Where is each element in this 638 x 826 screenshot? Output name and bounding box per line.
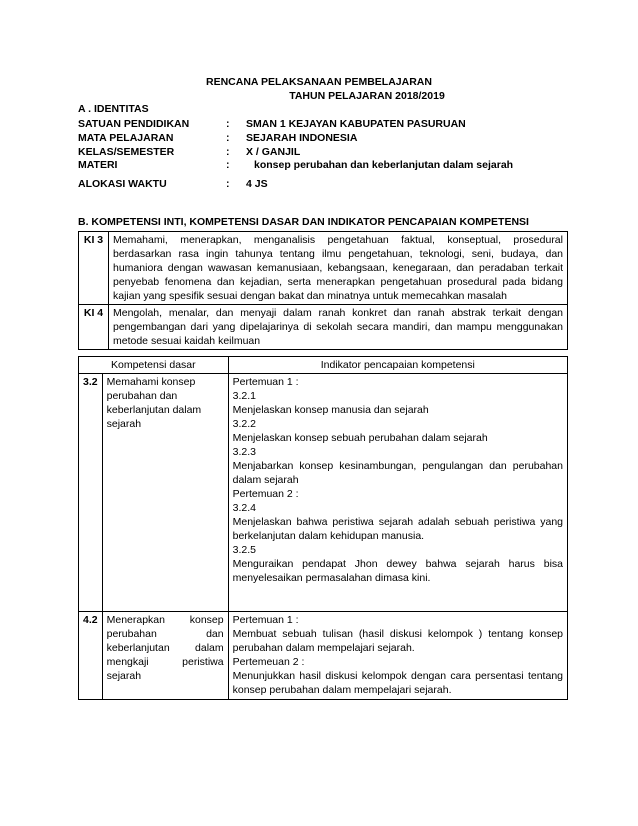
- ki-code: KI 4: [79, 305, 109, 350]
- indikator-line: 3.2.3: [232, 446, 256, 458]
- identitas-colon: :: [226, 146, 230, 158]
- identitas-value: 4 JS: [246, 178, 268, 190]
- kd-code: 4.2: [79, 612, 103, 700]
- indikator-line: Menjabarkan konsep kesinambungan, pengulangan dan perubahan dalam sejarah: [232, 460, 563, 486]
- indikator-line: Pertemeuan 2 :: [232, 656, 305, 668]
- identitas-label: KELAS/SEMESTER: [78, 146, 175, 158]
- indikator-line: Menjelaskan bahwa peristiwa sejarah adalah sebuah peristiwa yang berkelanjutan dalam kehidupan manusia.: [232, 516, 563, 542]
- identitas-label: MATA PELAJARAN: [78, 132, 174, 144]
- ki-text: Mengolah, menalar, dan menyaji dalam ranah konkret dan ranah abstrak terkait dengan pengembangan dari yang dipelajarinya di sekolah secara mandiri, dan mampu menggunakan metode sesuai kaidah keilmuan: [109, 305, 568, 350]
- indikator-line: Menguraikan pendapat Jhon dewey bahwa sejarah harus bisa menyelesaikan permasalahan dimasa kini.: [232, 558, 563, 584]
- identitas-value: SMAN 1 KEJAYAN KABUPATEN PASURUAN: [246, 118, 466, 130]
- identitas-colon: :: [226, 159, 230, 171]
- ki-table: [78, 231, 568, 350]
- indikator-line: Membuat sebuah tulisan (hasil diskusi kelompok ) tentang konsep perubahan dalam mempelajari sejarah.: [232, 628, 563, 654]
- kompetensi-heading: B. KOMPETENSI INTI, KOMPETENSI DASAR DAN INDIKATOR PENCAPAIAN KOMPETENSI: [78, 216, 529, 228]
- kd-text: Memahami konsep perubahan dan keberlanjutan dalam sejarah: [102, 374, 228, 612]
- identitas-colon: :: [226, 178, 230, 190]
- document-title: RENCANA PELAKSANAAN PEMBELAJARAN: [206, 76, 432, 88]
- kd-table: [78, 356, 568, 700]
- identitas-colon: :: [226, 132, 230, 144]
- ki-code: KI 3: [79, 232, 109, 305]
- kd-code: 3.2: [79, 374, 103, 612]
- identitas-value: konsep perubahan dan keberlanjutan dalam sejarah: [254, 159, 514, 171]
- table-row: [79, 612, 568, 700]
- identitas-label: MATERI: [78, 159, 118, 171]
- indikator-cell: [228, 612, 567, 700]
- indikator-line: 3.2.4: [232, 502, 256, 514]
- document-year: TAHUN PELAJARAN 2018/2019: [289, 90, 445, 102]
- table-row: [79, 374, 568, 612]
- ki-text: Memahami, menerapkan, menganalisis pengetahuan faktual, konseptual, prosedural berdasarkan rasa ingin tahunya tentang ilmu pengetahuan, teknologi, seni, budaya, dan humaniora dengan wawasan kemanusiaan, kebangsaan, kenegaraan, dan peradaban terkait penyebab fenomena dan kejadian, serta menerapkan pengetahuan prosedural pada bidang kajian yang spesifik sesuai dengan bakat dan minatnya untuk memecahkan masalah: [109, 232, 568, 305]
- indikator-line: 3.2.5: [232, 544, 256, 556]
- identitas-heading: A . IDENTITAS: [78, 103, 149, 115]
- kd-column-header: Kompetensi dasar: [79, 357, 229, 374]
- indikator-line: Menjelaskan konsep manusia dan sejarah: [232, 404, 429, 416]
- indikator-line: 3.2.2: [232, 418, 256, 430]
- indikator-column-header: Indikator pencapaian kompetensi: [228, 357, 567, 374]
- kd-text: Menerapkan konsep perubahan dan keberlanjutan dalam mengkaji peristiwa sejarah: [102, 612, 228, 700]
- indikator-line: Menunjukkan hasil diskusi kelompok dengan cara persentasi tentang konsep perubahan dalam mempelajari sejarah.: [232, 670, 563, 696]
- indikator-line: Pertemuan 1 :: [232, 614, 299, 626]
- identitas-label: SATUAN PENDIDIKAN: [78, 118, 190, 130]
- indikator-line: Menjelaskan konsep sebuah perubahan dalam sejarah: [232, 432, 488, 444]
- identitas-value: SEJARAH INDONESIA: [246, 132, 358, 144]
- table-row: [79, 232, 568, 305]
- identitas-label: ALOKASI WAKTU: [78, 178, 167, 190]
- table-row: [79, 305, 568, 350]
- indikator-line: Pertemuan 2 :: [232, 488, 299, 500]
- indikator-line: 3.2.1: [232, 390, 256, 402]
- indikator-line: Pertemuan 1 :: [232, 376, 299, 388]
- identitas-value: X / GANJIL: [246, 146, 301, 158]
- indikator-cell: [228, 374, 567, 612]
- identitas-colon: :: [226, 118, 230, 130]
- table-header-row: [79, 357, 568, 374]
